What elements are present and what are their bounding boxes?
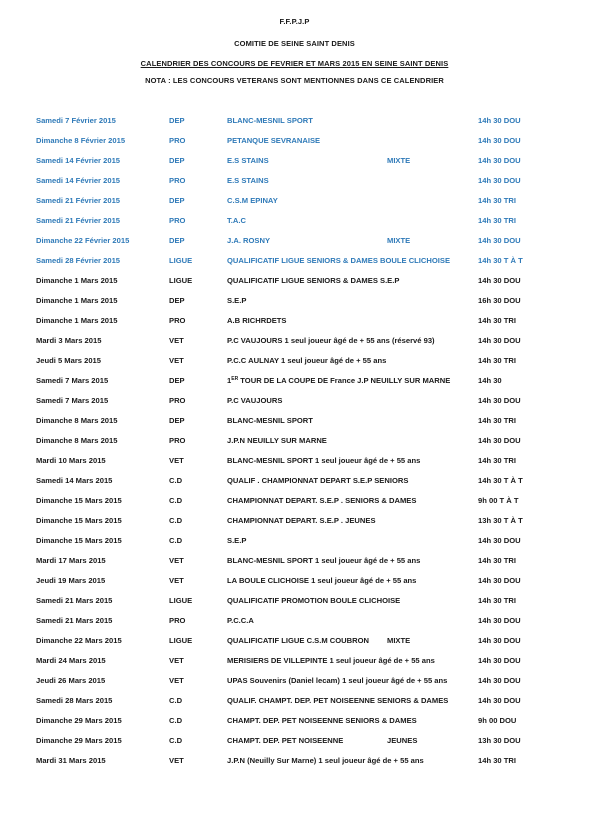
event-time: 9h 00 DOU <box>478 716 517 725</box>
event-category: VET <box>169 556 184 565</box>
event-category: LIGUE <box>169 636 193 645</box>
event-date: Mardi 31 Mars 2015 <box>36 756 106 765</box>
list-item <box>0 731 589 751</box>
list-item <box>0 651 589 671</box>
event-time: 14h 30 TRI <box>478 356 516 365</box>
event-time: 14h 30 DOU <box>478 116 521 125</box>
event-club: QUALIFICATIF PROMOTION BOULE CLICHOISE <box>227 596 401 605</box>
event-category: C.D <box>169 516 183 525</box>
event-date: Samedi 21 Mars 2015 <box>36 616 113 625</box>
event-time: 14h 30 TRI <box>478 556 516 565</box>
event-club: J.A. ROSNY <box>227 236 271 245</box>
event-club: MERISIERS DE VILLEPINTE 1 seul joueur âgé de + 55 ans <box>227 656 435 665</box>
list-item <box>0 411 589 431</box>
event-time: 14h 30 DOU <box>478 436 521 445</box>
event-time: 14h 30 DOU <box>478 536 521 545</box>
event-club: S.E.P <box>227 536 247 545</box>
event-time: 14h 30 DOU <box>478 636 521 645</box>
list-item <box>0 211 589 231</box>
event-date: Samedi 14 Février 2015 <box>36 156 121 165</box>
event-time: 14h 30 T À T <box>478 476 523 485</box>
event-date: Dimanche 1 Mars 2015 <box>36 276 118 285</box>
event-date: Mardi 17 Mars 2015 <box>36 556 106 565</box>
event-time: 14h 30 DOU <box>478 696 521 705</box>
event-club: PETANQUE SEVRANAISE <box>227 136 321 145</box>
event-date: Samedi 28 Février 2015 <box>36 256 121 265</box>
list-item <box>0 291 589 311</box>
event-club: LA BOULE CLICHOISE 1 seul joueur âgé de + 55 ans <box>227 576 417 585</box>
event-category: DEP <box>169 196 185 205</box>
event-date: Jeudi 26 Mars 2015 <box>36 676 106 685</box>
event-category: PRO <box>169 616 186 625</box>
list-item <box>0 591 589 611</box>
event-category: C.D <box>169 496 183 505</box>
event-club: E.S STAINS <box>227 156 269 165</box>
event-club: C.S.M EPINAY <box>227 196 278 205</box>
event-club: CHAMPT. DEP. PET NOISEENNE <box>227 736 344 745</box>
event-date: Samedi 14 Mars 2015 <box>36 476 113 485</box>
event-category: DEP <box>169 236 185 245</box>
event-date: Dimanche 15 Mars 2015 <box>36 496 122 505</box>
event-time: 14h 30 TRI <box>478 196 516 205</box>
event-category: C.D <box>169 716 183 725</box>
event-date: Dimanche 8 Février 2015 <box>36 136 126 145</box>
event-category: VET <box>169 456 184 465</box>
list-item <box>0 271 589 291</box>
event-club: S.E.P <box>227 296 247 305</box>
list-item <box>0 391 589 411</box>
event-club: P.C VAUJOURS 1 seul joueur âgé de + 55 ans (réservé 93) <box>227 336 435 345</box>
list-item <box>0 111 589 131</box>
event-date: Samedi 21 Février 2015 <box>36 196 121 205</box>
event-time: 14h 30 TRI <box>478 216 516 225</box>
event-format-tag: MIXTE <box>387 156 411 165</box>
event-club: P.C VAUJOURS <box>227 396 283 405</box>
event-date: Samedi 14 Février 2015 <box>36 176 121 185</box>
event-club-name: TOUR DE LA COUPE DE France J.P NEUILLY SUR MARNE <box>238 376 451 385</box>
event-date: Mardi 3 Mars 2015 <box>36 336 102 345</box>
event-club: UPAS Souvenirs (Daniel lecam) 1 seul joueur âgé de + 55 ans <box>227 676 448 685</box>
event-date: Dimanche 8 Mars 2015 <box>36 416 118 425</box>
event-category: VET <box>169 676 184 685</box>
event-club: BLANC-MESNIL SPORT 1 seul joueur âgé de + 55 ans <box>227 556 421 565</box>
event-category: DEP <box>169 416 185 425</box>
event-time: 14h 30 DOU <box>478 156 521 165</box>
list-item <box>0 671 589 691</box>
event-category: C.D <box>169 736 183 745</box>
list-item <box>0 151 589 171</box>
list-item <box>0 191 589 211</box>
event-date: Mardi 10 Mars 2015 <box>36 456 106 465</box>
event-club: QUALIF. CHAMPT. DEP. PET NOISEENNE SENIORS & DAMES <box>227 696 449 705</box>
event-time: 14h 30 DOU <box>478 576 521 585</box>
event-club: CHAMPIONNAT DEPART. S.E.P . SENIORS & DAMES <box>227 496 417 505</box>
event-category: DEP <box>169 116 185 125</box>
event-time: 14h 30 TRI <box>478 756 516 765</box>
list-item <box>0 631 589 651</box>
event-time: 14h 30 TRI <box>478 416 516 425</box>
event-date: Dimanche 15 Mars 2015 <box>36 516 122 525</box>
event-club: E.S STAINS <box>227 176 269 185</box>
event-time: 14h 30 TRI <box>478 316 516 325</box>
event-time: 14h 30 DOU <box>478 656 521 665</box>
event-date: Dimanche 29 Mars 2015 <box>36 736 122 745</box>
list-item <box>0 251 589 271</box>
list-item <box>0 691 589 711</box>
calendar-title: CALENDRIER DES CONCOURS DE FEVRIER ET MARS 2015 EN SEINE SAINT DENIS <box>140 59 449 68</box>
list-item <box>0 491 589 511</box>
event-time: 14h 30 DOU <box>478 676 521 685</box>
event-time: 14h 30 DOU <box>478 616 521 625</box>
event-category: C.D <box>169 536 183 545</box>
event-date: Mardi 24 Mars 2015 <box>36 656 106 665</box>
event-date: Samedi 21 Février 2015 <box>36 216 121 225</box>
event-date: Dimanche 1 Mars 2015 <box>36 316 118 325</box>
event-club: A.B RICHRDETS <box>227 316 287 325</box>
list-item <box>0 171 589 191</box>
org-title: F.F.P.J.P <box>279 17 310 26</box>
event-time: 14h 30 DOU <box>478 176 521 185</box>
list-item <box>0 471 589 491</box>
event-time: 14h 30 T À T <box>478 256 523 265</box>
event-club: QUALIFICATIF LIGUE SENIORS & DAMES BOULE CLICHOISE <box>227 256 451 265</box>
event-club: QUALIFICATIF LIGUE C.S.M COUBRON <box>227 636 370 645</box>
event-category: PRO <box>169 316 186 325</box>
event-category: PRO <box>169 436 186 445</box>
event-time: 14h 30 <box>478 376 502 385</box>
list-item <box>0 431 589 451</box>
event-club: BLANC-MESNIL SPORT 1 seul joueur âgé de + 55 ans <box>227 456 421 465</box>
event-category: VET <box>169 356 184 365</box>
event-club: P.C.C AULNAY 1 seul joueur âgé de + 55 ans <box>227 356 387 365</box>
event-category: DEP <box>169 296 185 305</box>
event-category: VET <box>169 656 184 665</box>
event-category: C.D <box>169 476 183 485</box>
event-time: 14h 30 TRI <box>478 456 516 465</box>
list-item <box>0 611 589 631</box>
event-date: Samedi 21 Mars 2015 <box>36 596 113 605</box>
event-club: BLANC-MESNIL SPORT <box>227 416 313 425</box>
list-item <box>0 511 589 531</box>
event-club: CHAMPT. DEP. PET NOISEENNE SENIORS & DAMES <box>227 716 417 725</box>
event-date: Jeudi 5 Mars 2015 <box>36 356 102 365</box>
event-category: LIGUE <box>169 276 193 285</box>
event-time: 13h 30 T À T <box>478 516 523 525</box>
list-item <box>0 571 589 591</box>
event-time: 14h 30 DOU <box>478 276 521 285</box>
list-item <box>0 751 589 771</box>
event-date: Samedi 7 Février 2015 <box>36 116 116 125</box>
list-item <box>0 551 589 571</box>
event-category: LIGUE <box>169 596 193 605</box>
event-format-tag: JEUNES <box>387 736 418 745</box>
event-time: 16h 30 DOU <box>478 296 521 305</box>
event-date: Dimanche 22 Mars 2015 <box>36 636 122 645</box>
list-item <box>0 131 589 151</box>
event-category: PRO <box>169 396 186 405</box>
event-date: Dimanche 8 Mars 2015 <box>36 436 118 445</box>
list-item <box>0 531 589 551</box>
event-category: PRO <box>169 136 186 145</box>
event-date: Dimanche 15 Mars 2015 <box>36 536 122 545</box>
list-item <box>0 451 589 471</box>
event-date: Jeudi 19 Mars 2015 <box>36 576 106 585</box>
list-item <box>0 351 589 371</box>
competition-list <box>0 111 589 771</box>
veterans-note: NOTA : LES CONCOURS VETERANS SONT MENTIONNES DANS CE CALENDRIER <box>145 76 444 85</box>
event-date: Samedi 7 Mars 2015 <box>36 376 109 385</box>
event-format-tag: MIXTE <box>387 636 411 645</box>
event-club: J.P.N (Neuilly Sur Marne) 1 seul joueur âgé de + 55 ans <box>227 756 424 765</box>
event-format-tag: MIXTE <box>387 236 411 245</box>
event-club: QUALIF . CHAMPIONNAT DEPART S.E.P SENIORS <box>227 476 409 485</box>
event-category: C.D <box>169 696 183 705</box>
event-category: DEP <box>169 376 185 385</box>
list-item <box>0 331 589 351</box>
event-club: QUALIFICATIF LIGUE SENIORS & DAMES S.E.P <box>227 276 400 285</box>
event-category: VET <box>169 756 184 765</box>
event-club: T.A.C <box>227 216 246 225</box>
event-club: P.C.C.A <box>227 616 254 625</box>
event-category: PRO <box>169 216 186 225</box>
event-category: VET <box>169 336 184 345</box>
event-time: 14h 30 DOU <box>478 396 521 405</box>
event-date: Samedi 7 Mars 2015 <box>36 396 109 405</box>
event-time: 14h 30 TRI <box>478 596 516 605</box>
event-club: BLANC-MESNIL SPORT <box>227 116 313 125</box>
event-category: DEP <box>169 156 185 165</box>
event-date: Dimanche 22 Février 2015 <box>36 236 130 245</box>
list-item <box>0 371 589 391</box>
list-item <box>0 311 589 331</box>
event-club: CHAMPIONNAT DEPART. S.E.P . JEUNES <box>227 516 376 525</box>
event-category: PRO <box>169 176 186 185</box>
event-club-ordinal: 1 <box>227 376 232 385</box>
list-item <box>0 231 589 251</box>
event-time: 9h 00 T À T <box>478 496 519 505</box>
event-date: Dimanche 29 Mars 2015 <box>36 716 122 725</box>
event-time: 14h 30 DOU <box>478 336 521 345</box>
event-date: Dimanche 1 Mars 2015 <box>36 296 118 305</box>
list-item <box>0 711 589 731</box>
event-club: J.P.N NEUILLY SUR MARNE <box>227 436 327 445</box>
event-category: VET <box>169 576 184 585</box>
event-time: 14h 30 DOU <box>478 136 521 145</box>
event-category: LIGUE <box>169 256 193 265</box>
event-time: 13h 30 DOU <box>478 736 521 745</box>
event-club-ordinal-suffix: ER <box>231 376 239 382</box>
event-time: 14h 30 DOU <box>478 236 521 245</box>
event-date: Samedi 28 Mars 2015 <box>36 696 113 705</box>
committee-title: COMITIE DE SEINE SAINT DENIS <box>234 39 355 48</box>
event-club <box>227 371 450 391</box>
